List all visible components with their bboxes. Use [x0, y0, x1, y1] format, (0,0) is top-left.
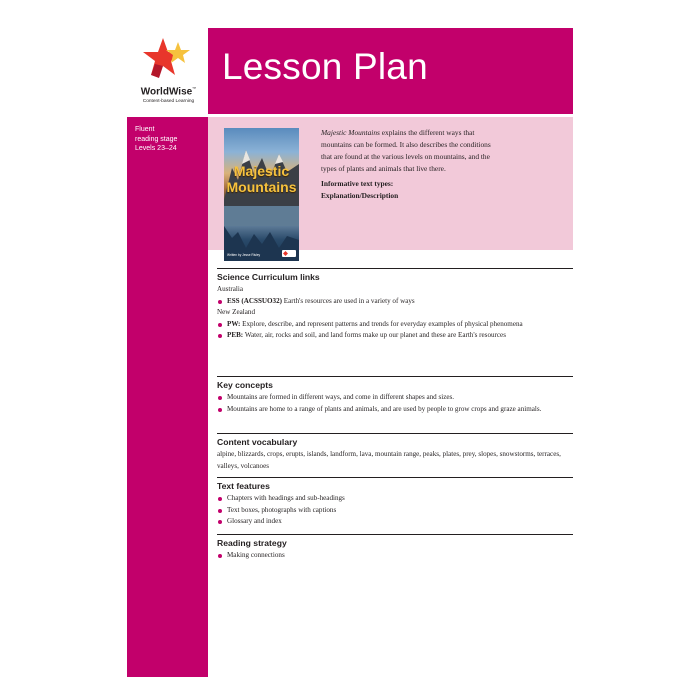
curriculum-section	[217, 268, 573, 342]
text-features-list	[217, 493, 573, 528]
bullet-icon	[218, 300, 222, 304]
key-concepts-list	[217, 392, 573, 415]
reading-stage	[135, 125, 205, 154]
intro-panel	[208, 117, 573, 257]
page-title: Lesson Plan	[222, 46, 428, 87]
list-item: Mountains are formed in different ways, and come in different shapes and sizes.	[217, 392, 573, 404]
bullet-icon	[218, 554, 222, 558]
bullet-icon	[218, 334, 222, 338]
brand-name: WorldWise™	[140, 86, 197, 98]
cover-author: Written by Jesse Risley	[227, 253, 261, 257]
book-title: Majestic Mountains	[321, 128, 380, 137]
book-description: Majestic Mountains explains the different ways that mountains can be formed. It also describes the conditions that are found at the various levels on mountains, and the types of plants and animals that live there.	[321, 128, 491, 173]
bullet-icon	[218, 520, 222, 524]
section-heading: Content vocabulary	[217, 437, 298, 447]
list-item: PW: Explore, describe, and represent patterns and trends for everyday examples of physical phenomena	[217, 319, 573, 331]
section-heading: Science Curriculum links	[217, 272, 320, 282]
star-logo-icon	[141, 34, 195, 88]
sidebar	[127, 117, 208, 677]
reading-strategy-section	[217, 534, 573, 562]
list-item: Chapters with headings and sub-headings	[217, 493, 573, 505]
stage-line: Levels 23–24	[135, 145, 177, 152]
book-cover	[224, 128, 299, 261]
stage-line: Fluent	[135, 126, 155, 133]
nz-list	[217, 319, 573, 342]
list-item: Text boxes, photographs with captions	[217, 505, 573, 517]
section-heading: Reading strategy	[217, 538, 287, 548]
lesson-plan-page	[127, 28, 573, 677]
bullet-icon	[218, 497, 222, 501]
list-item: ESS (ACSSUO32) Earth's resources are used in a variety of ways	[217, 296, 573, 308]
brand-tagline: Content-based Learning	[142, 99, 195, 104]
key-concepts-section	[217, 376, 573, 415]
list-item: Mountains are home to a range of plants and animals, and are used by people to grow crops and graze animals.	[217, 404, 573, 416]
text-features-section	[217, 477, 573, 528]
cover-title-line: Mountains	[226, 179, 297, 195]
section-heading: Text features	[217, 481, 270, 491]
region-label: Australia	[217, 285, 244, 293]
reading-strategy-list	[217, 550, 573, 562]
bullet-icon	[218, 509, 222, 513]
cover-logo-icon	[282, 250, 296, 257]
cover-title-line: Majestic	[233, 163, 290, 179]
list-item: Making connections	[217, 550, 573, 562]
australia-list	[217, 296, 573, 308]
header-banner	[208, 28, 573, 114]
worldwise-logo	[127, 28, 208, 114]
list-item: PEB: Water, air, rocks and soil, and land forms make up our planet and these are Earth's resources	[217, 330, 573, 342]
bullet-icon	[218, 396, 222, 400]
vocabulary-section	[217, 433, 573, 472]
text-types: Informative text types: Explanation/Description	[321, 179, 399, 200]
section-heading: Key concepts	[217, 380, 273, 390]
region-label: New Zealand	[217, 308, 256, 316]
bullet-icon	[218, 408, 222, 412]
stage-line: reading stage	[135, 135, 178, 143]
intro-text	[321, 127, 501, 202]
vocabulary-text: alpine, blizzards, crops, erupts, islands, landform, lava, mountain range, peaks, plates, prey, slopes, snowstorms, terraces, valleys, volcanoes	[217, 450, 561, 470]
bullet-icon	[218, 323, 222, 327]
list-item: Glossary and index	[217, 516, 573, 528]
